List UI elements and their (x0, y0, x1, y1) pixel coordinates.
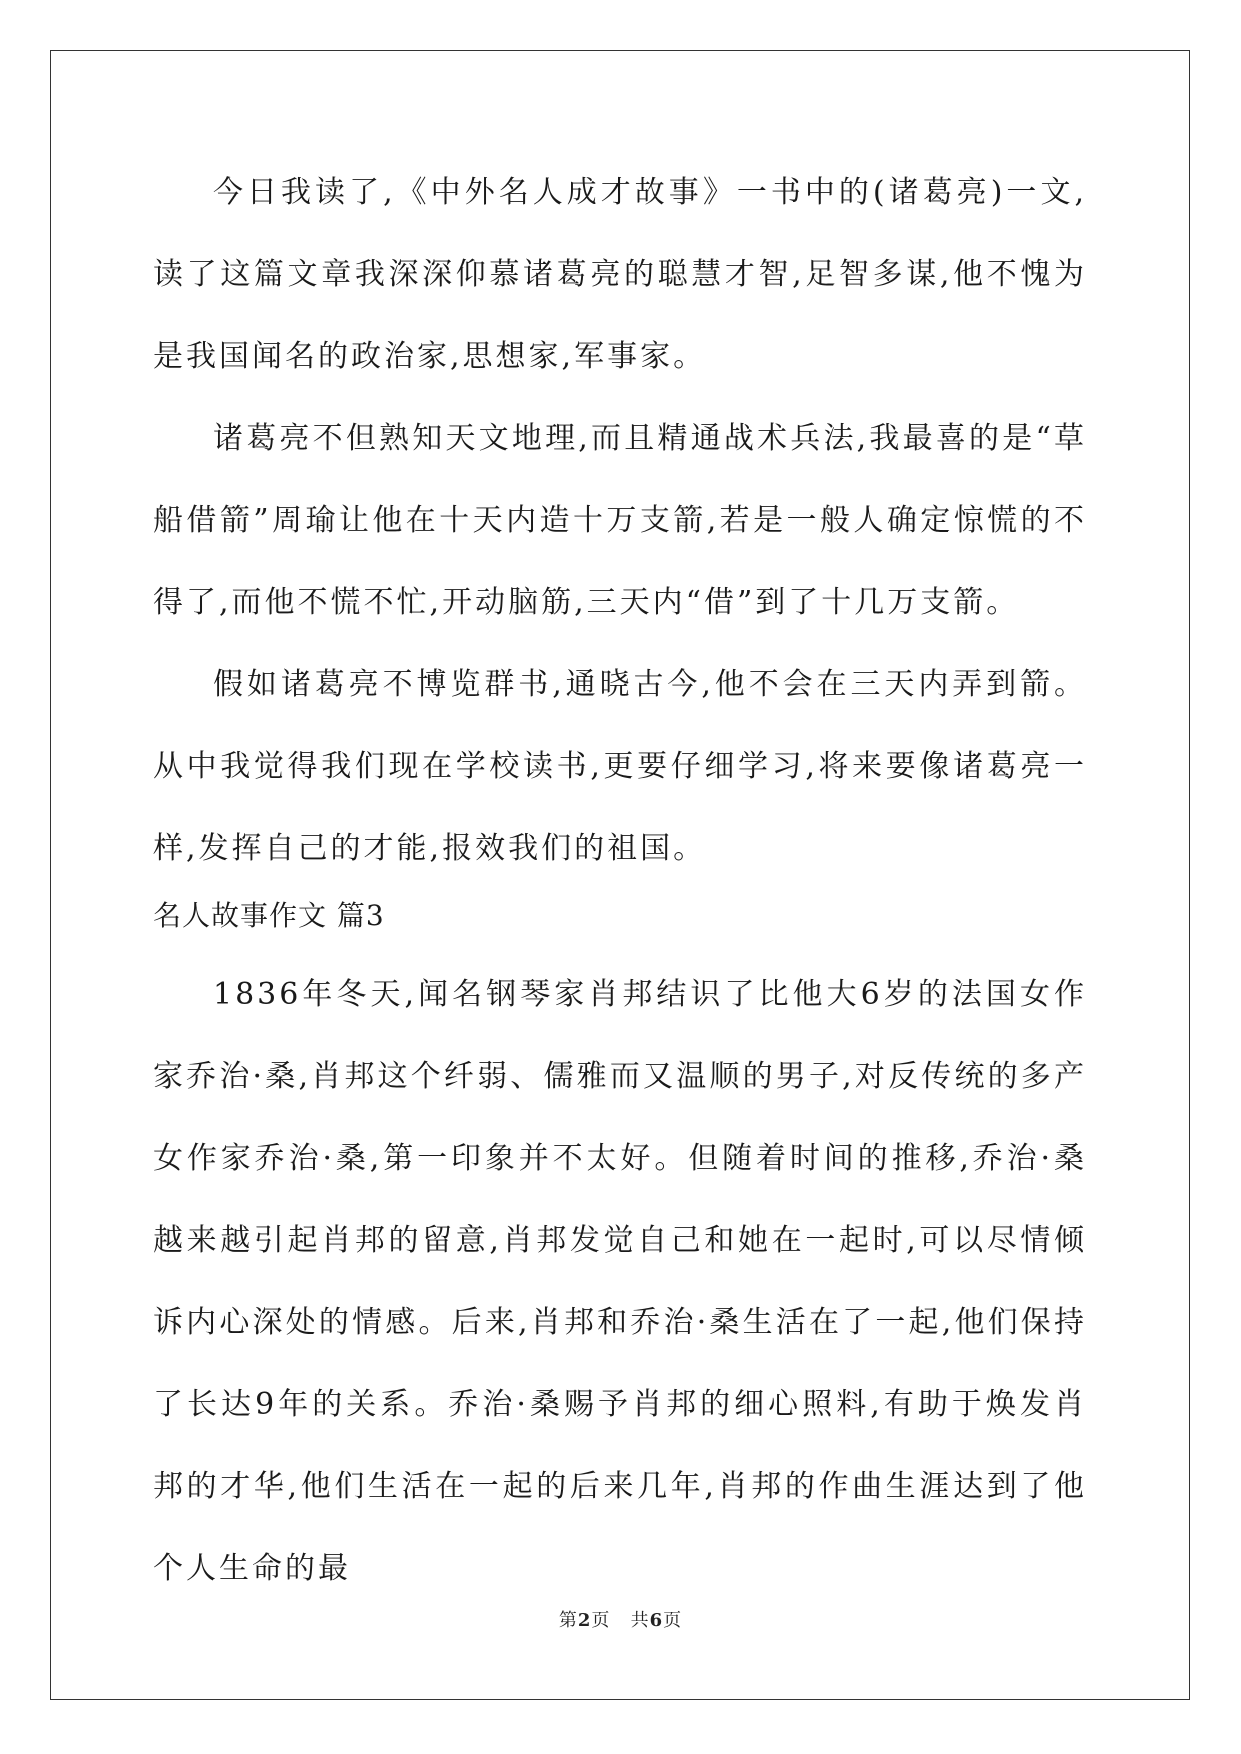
total-prefix: 共 (630, 1610, 650, 1631)
paragraph: 1836年冬天,闻名钢琴家肖邦结识了比他大6岁的法国女作家乔治·桑,肖邦这个纤弱、儒雅而又温顺的男子,对反传统的多产女作家乔治·桑,第一印象并不太好。但随着时间的推移,乔治·桑越来越引起肖邦的留意,肖邦发觉自己和她在一起时,可以尽情倾诉内心深处的情感。后来,肖邦和乔治·桑生活在了一起,他们保持了长达9年的关系。乔治·桑赐予肖邦的细心照料,有助于焕发肖邦的才华,他们生活在一起的后来几年,肖邦的作曲生涯达到了他个人生命的最 (153, 977, 1087, 1586)
total-suffix: 页 (663, 1610, 683, 1631)
page-prefix: 第 (558, 1610, 578, 1631)
current-page-number: 2 (577, 1610, 592, 1631)
page-footer (0, 1606, 1241, 1632)
page-suffix: 页 (591, 1610, 611, 1631)
paragraph: 诸葛亮不但熟知天文地理,而且精通战术兵法,我最喜的是“草船借箭”周瑜让他在十天内造十万支箭,若是一般人确定惊慌的不得了,而他不慌不忙,开动脑筋,三天内“借”到了十几万支箭。 (153, 421, 1087, 620)
paragraph: 假如诸葛亮不博览群书,通晓古今,他不会在三天内弄到箭。从中我觉得我们现在学校读书,更要仔细学习,将来要像诸葛亮一样,发挥自己的才能,报效我们的祖国。 (153, 667, 1087, 866)
section-heading: 名人故事作文 篇3 (153, 899, 385, 932)
document-body (153, 152, 1087, 1610)
total-pages-number: 6 (649, 1610, 664, 1631)
paragraph: 今日我读了,《中外名人成才故事》一书中的(诸葛亮)一文,读了这篇文章我深深仰慕诸葛亮的聪慧才智,足智多谋,他不愧为是我国闻名的政治家,思想家,军事家。 (153, 175, 1087, 374)
